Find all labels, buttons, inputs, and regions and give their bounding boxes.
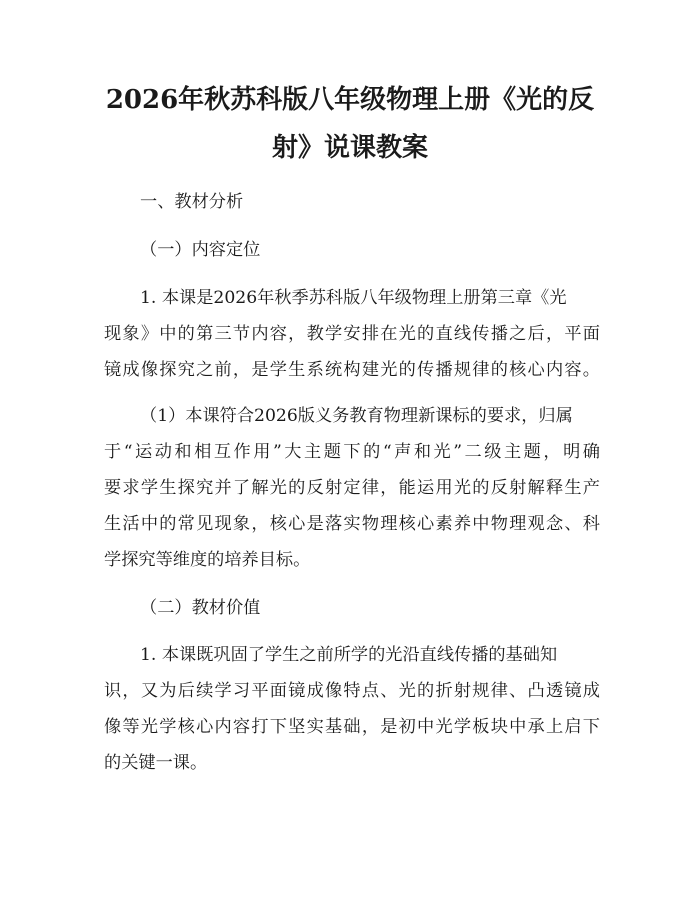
paragraph-line: 学探究等维度的培养目标。 xyxy=(104,550,311,570)
paragraph-line: 的关键一课。 xyxy=(104,753,208,773)
paragraph-line: 要求学生探究并了解光的反射定律，能运用光的反射解释生产 xyxy=(104,478,600,498)
paragraph-line: 生活中的常见现象，核心是落实物理核心素养中物理观念、科 xyxy=(104,514,600,534)
document-title-line-1: 2026年秋苏科版八年级物理上册《光的反 xyxy=(105,85,595,115)
subsection-heading-content-positioning: （一）内容定位 xyxy=(140,240,261,260)
paragraph-line: 识，又为后续学习平面镜成像特点、光的折射规律、凸透镜成 xyxy=(104,681,600,701)
paragraph-line: （1）本课符合2026版义务教育物理新课标的要求，归属 xyxy=(140,406,573,426)
paragraph-line: 1. 本课是2026年秋季苏科版八年级物理上册第三章《光 xyxy=(140,288,567,308)
section-heading-materials-analysis: 一、教材分析 xyxy=(140,192,244,212)
paragraph-line: 现象》中的第三节内容，教学安排在光的直线传播之后，平面 xyxy=(104,324,600,344)
paragraph-line: 像等光学核心内容打下坚实基础，是初中光学板块中承上启下 xyxy=(104,717,600,737)
paragraph-line: 1. 本课既巩固了学生之前所学的光沿直线传播的基础知 xyxy=(140,645,558,665)
paragraph-line: 于“运动和相互作用”大主题下的“声和光”二级主题，明确 xyxy=(104,442,600,462)
paragraph-line: 镜成像探究之前，是学生系统构建光的传播规律的核心内容。 xyxy=(104,360,600,380)
document-title-line-2: 射》说课教案 xyxy=(271,133,428,163)
subsection-heading-materials-value: （二）教材价值 xyxy=(140,598,261,618)
